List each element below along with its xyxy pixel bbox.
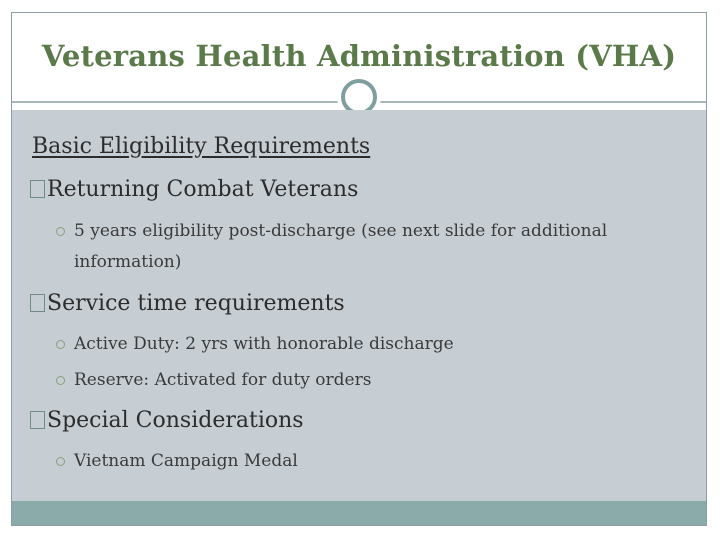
circle-bullet-icon (56, 376, 65, 385)
sub-bullet-vietnam-medal (56, 446, 656, 477)
circle-bullet-icon (56, 340, 65, 349)
circle-bullet-icon (56, 227, 65, 236)
sub-bullet-text: 5 years eligibility post-discharge (see next slide for additional information) (74, 221, 608, 272)
square-bullet-icon (30, 294, 45, 312)
slide-title: Veterans Health Administration (VHA) (41, 39, 677, 73)
bullet-service-time-requirements (30, 291, 345, 316)
sub-bullet-active-duty (56, 329, 656, 360)
circle-bullet-icon (56, 457, 65, 466)
square-bullet-icon (30, 411, 45, 429)
sub-bullet-text: Active Duty: 2 yrs with honorable discharge (74, 334, 454, 354)
bullet-returning-combat-veterans (30, 177, 358, 202)
section-heading: Basic Eligibility Requirements (32, 134, 371, 159)
bullet-special-considerations (30, 408, 304, 433)
footer-band (12, 501, 706, 525)
sub-bullet-text: Reserve: Activated for duty orders (74, 370, 372, 390)
bullet-label: Returning Combat Veterans (47, 177, 359, 202)
square-bullet-icon (30, 180, 45, 198)
bullet-label: Service time requirements (47, 291, 345, 316)
sub-bullet-text: Vietnam Campaign Medal (74, 451, 298, 471)
content-area (12, 110, 706, 503)
sub-bullet-reserve (56, 365, 656, 396)
bullet-label: Special Considerations (47, 408, 304, 433)
slide (11, 12, 707, 526)
sub-bullet-eligibility-years (56, 216, 656, 278)
